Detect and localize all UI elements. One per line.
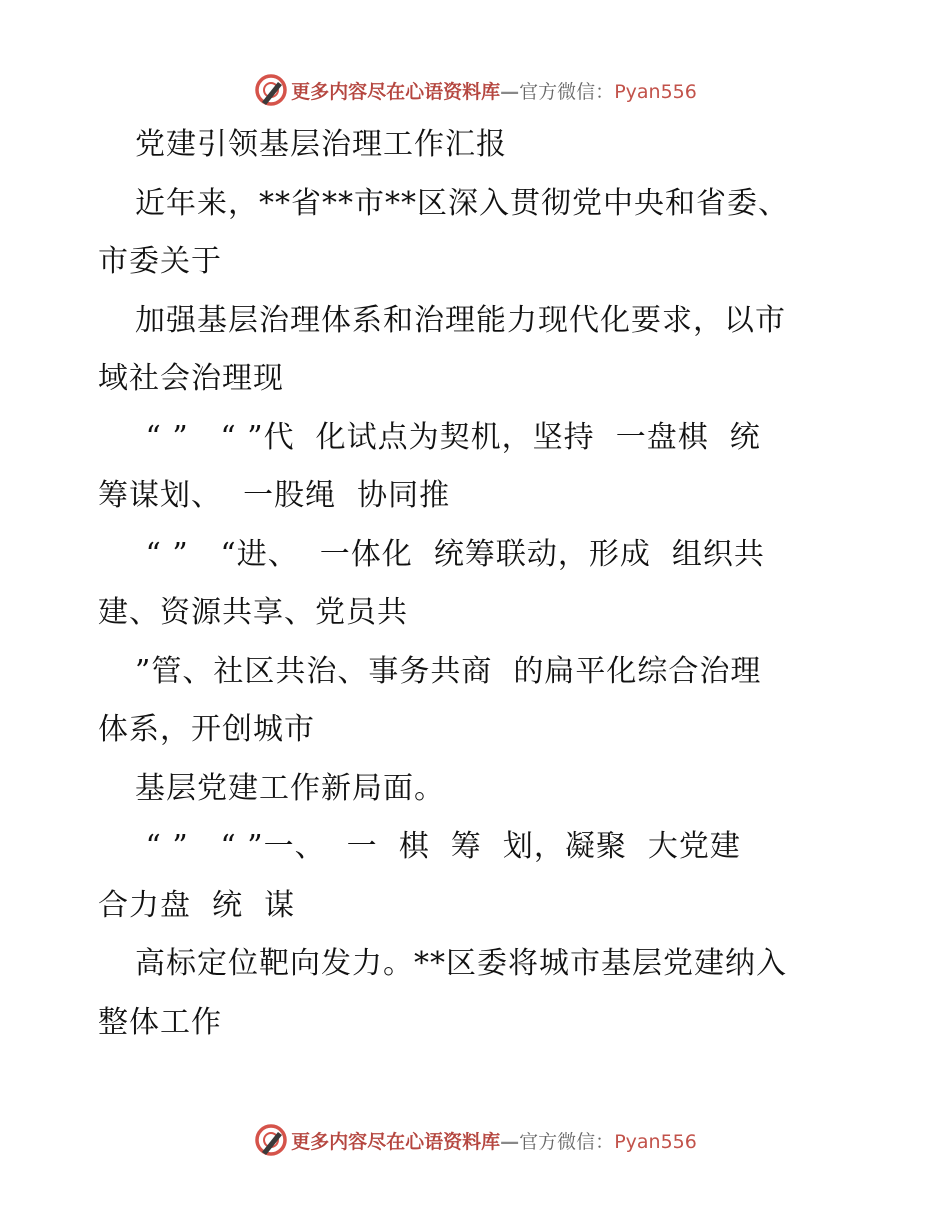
watermark-dash: — xyxy=(500,80,520,103)
pen-logo-icon xyxy=(253,72,289,108)
document-line: “ ” “ ”一、 一 棋 筹 划，凝聚 大党建 xyxy=(135,829,741,864)
watermark-wechat-id: Pyan556 xyxy=(614,1130,697,1153)
document-line: 域社会治理现 xyxy=(98,361,284,396)
document-line: 整体工作 xyxy=(98,1004,222,1040)
watermark-official-label: 官方微信： xyxy=(519,1130,615,1153)
document-body xyxy=(98,116,858,1052)
watermark-wechat-id: Pyan556 xyxy=(614,80,697,103)
document-line: 体系，开创城市 xyxy=(98,712,315,747)
watermark-banner-top xyxy=(0,70,950,110)
document-line: 合力盘 统 谋 xyxy=(98,887,296,923)
document-line: 高标定位靶向发力。**区委将城市基层党建纳入 xyxy=(135,946,787,981)
document-line: “ ” “进、 一体化 统筹联动，形成 组织共 xyxy=(135,536,765,572)
document-line: 近年来，**省**市**区深入贯彻党中央和省委、 xyxy=(135,185,789,221)
watermark-title: 更多内容尽在心语资料库 xyxy=(291,1130,501,1153)
document-line: 基层党建工作新局面。 xyxy=(135,770,445,806)
watermark-dash: — xyxy=(500,1130,520,1153)
watermark-banner-bottom xyxy=(0,1120,950,1160)
watermark-title: 更多内容尽在心语资料库 xyxy=(291,80,501,103)
watermark-official-label: 官方微信： xyxy=(519,80,615,103)
document-line: 党建引领基层治理工作汇报 xyxy=(135,127,507,162)
document-line: 筹谋划、 一股绳 协同推 xyxy=(98,478,451,513)
document-line: ”管、社区共治、事务共商 的扁平化综合治理 xyxy=(135,653,762,689)
document-line: 加强基层治理体系和治理能力现代化要求，以市 xyxy=(135,302,786,338)
pen-logo-icon xyxy=(253,1122,289,1158)
document-line: 市委关于 xyxy=(98,244,222,279)
document-line: “ ” “ ”代 化试点为契机，坚持 一盘棋 统 xyxy=(135,419,761,455)
document-line: 建、资源共享、党员共 xyxy=(98,595,408,630)
